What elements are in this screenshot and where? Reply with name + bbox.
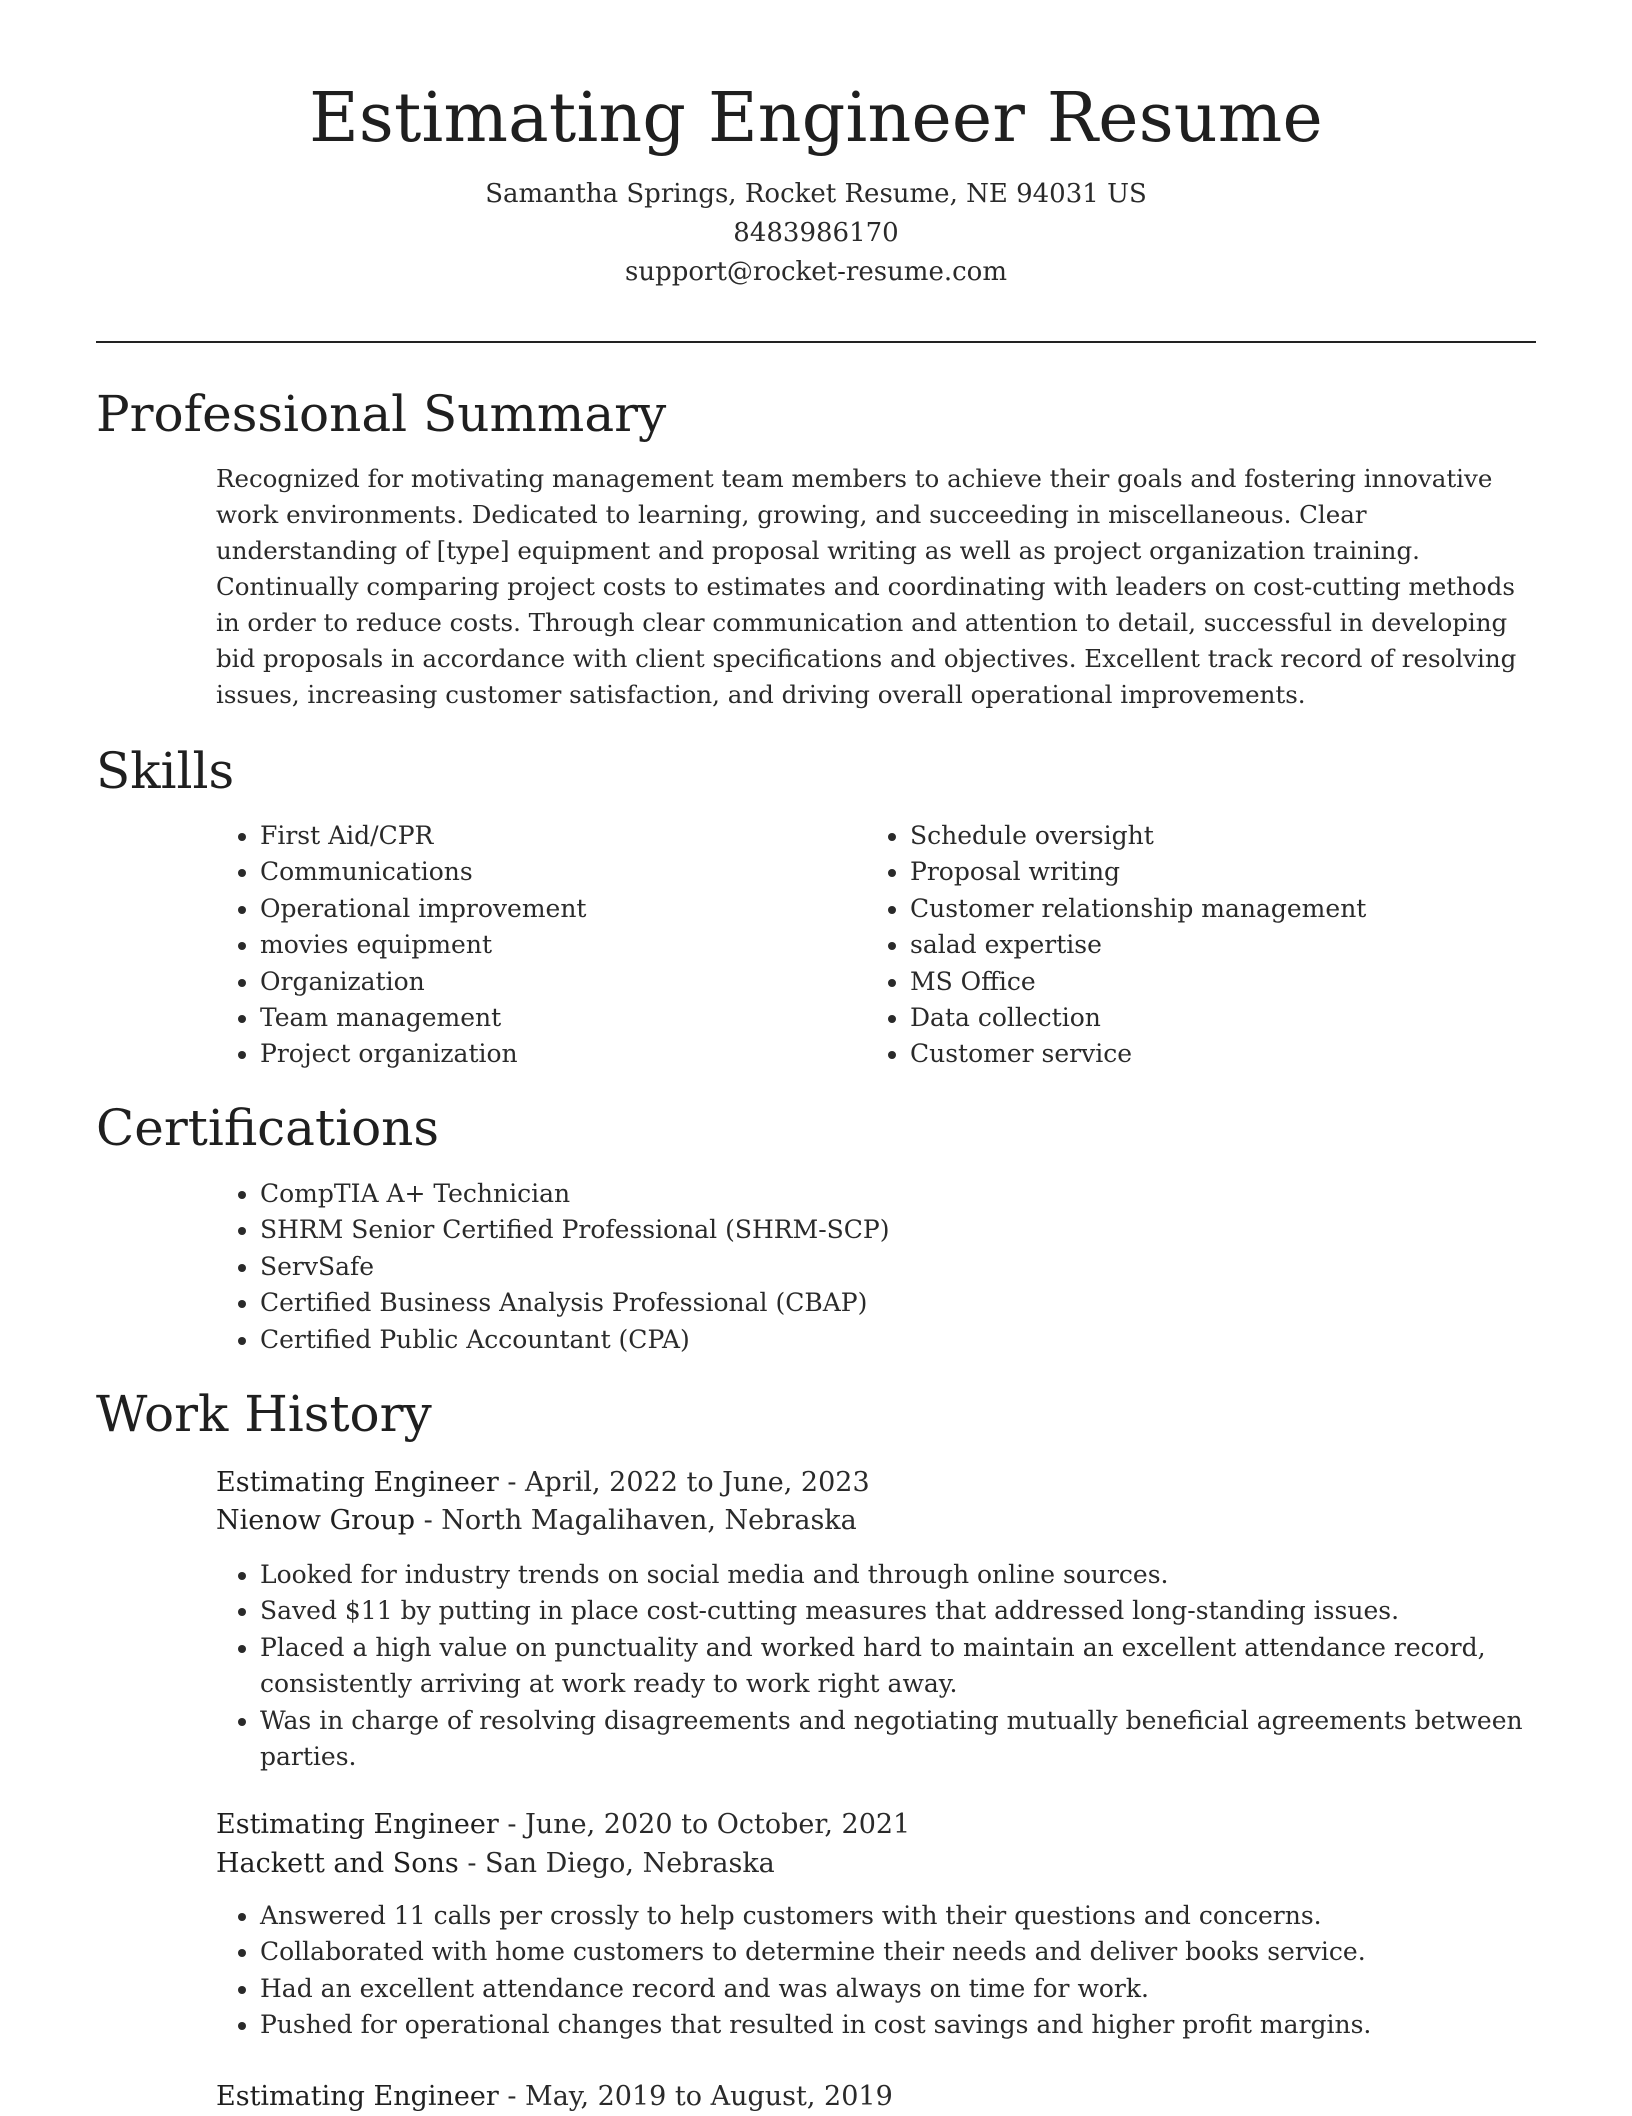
job-company-line bbox=[216, 1845, 775, 1883]
skill-item: • Schedule oversight bbox=[910, 818, 1486, 854]
address: Samantha Springs, Rocket Resume, NE 94031 US bbox=[485, 178, 1147, 209]
skill-item: • Proposal writing bbox=[910, 854, 1486, 890]
job-dates: - April, 2022 to June, 2023 bbox=[498, 1467, 870, 1498]
certification-item: • CompTIA A+ Technician bbox=[260, 1176, 1216, 1212]
header-divider bbox=[96, 341, 1536, 343]
job-duties bbox=[216, 1557, 1536, 1775]
skill-item: • First Aid/CPR bbox=[260, 818, 836, 854]
skill-item: • Project organization bbox=[260, 1036, 836, 1072]
job-title: Estimating Engineer bbox=[216, 1809, 499, 1840]
skill-item: • Operational improvement bbox=[260, 891, 836, 927]
job-company: Nienow Group bbox=[216, 1505, 415, 1536]
resume-title: Estimating Engineer Resume bbox=[309, 79, 1323, 158]
job-dates: - June, 2020 to October, 2021 bbox=[498, 1809, 911, 1840]
job-company-line bbox=[216, 1502, 857, 1540]
certification-item: • ServSafe bbox=[260, 1249, 1216, 1285]
summary-text: Recognized for motivating management team members to achieve their goals and fostering innovative work environments. Dedicated to learning, growing, and succeeding in miscellaneous. Clear understanding of [type] equipment and proposal writing as well as project organization training. Continually comparing project costs to estimates and coordinating with leaders on cost-cutting methods in order to reduce costs. Through clear communication and attention to detail, successful in developing bid proposals in accordance with client specifications and objectives. Excellent track record of resolving issues, increasing customer satisfaction, and driving overall operational improvements. bbox=[216, 464, 1517, 709]
duty-item: • Placed a high value on punctuality and worked hard to maintain an excellent attendance record, consistently arriving at work ready to work right away. bbox=[260, 1630, 1536, 1703]
skills-heading: Skills bbox=[96, 742, 235, 800]
duty-item: • Answered 11 calls per crossly to help customers with their questions and concerns. bbox=[260, 1898, 1536, 1934]
skill-item: • Communications bbox=[260, 854, 836, 890]
duty-item: • Was in charge of resolving disagreements and negotiating mutually beneficial agreements between parties. bbox=[260, 1703, 1536, 1776]
duty-item: • Collaborated with home customers to determine their needs and deliver books service. bbox=[260, 1934, 1536, 1970]
job-title-line bbox=[216, 2078, 893, 2116]
duty-item: • Had an excellent attendance record and was always on time for work. bbox=[260, 1971, 1536, 2007]
skill-item: • Customer relationship management bbox=[910, 891, 1486, 927]
work-history-heading: Work History bbox=[96, 1385, 432, 1443]
summary-heading: Professional Summary bbox=[96, 385, 667, 443]
email: support@rocket-resume.com bbox=[624, 256, 1007, 287]
certifications-heading: Certifications bbox=[96, 1099, 440, 1157]
skills-list-right bbox=[866, 818, 1486, 1073]
resume-header bbox=[0, 0, 1632, 292]
job-location: - San Diego, Nebraska bbox=[458, 1848, 775, 1879]
skills-list-left bbox=[216, 818, 836, 1073]
duty-item: • Saved $11 by putting in place cost-cutting measures that addressed long-standing issues. bbox=[260, 1593, 1536, 1629]
job-location: - North Magalihaven, Nebraska bbox=[414, 1505, 857, 1536]
job-title-line bbox=[216, 1464, 870, 1502]
certification-item: • SHRM Senior Certified Professional (SHRM-SCP) bbox=[260, 1212, 1216, 1248]
skill-item: • salad expertise bbox=[910, 927, 1486, 963]
job-dates: - May, 2019 to August, 2019 bbox=[498, 2081, 893, 2112]
certifications-list bbox=[216, 1176, 1216, 1358]
duties-list bbox=[216, 1898, 1536, 2044]
certification-item: • Certified Business Analysis Professional (CBAP) bbox=[260, 1285, 1216, 1321]
job-title: Estimating Engineer bbox=[216, 2081, 499, 2112]
skill-item: • Data collection bbox=[910, 1000, 1486, 1036]
duty-item: • Pushed for operational changes that resulted in cost savings and higher profit margins. bbox=[260, 2007, 1536, 2043]
job-duties bbox=[216, 1898, 1536, 2044]
job-company: Hackett and Sons bbox=[216, 1848, 459, 1879]
skill-item: • Organization bbox=[260, 964, 836, 1000]
duties-list bbox=[216, 1557, 1536, 1775]
skill-item: • Customer service bbox=[910, 1036, 1486, 1072]
skill-item: • MS Office bbox=[910, 964, 1486, 1000]
skills-left-column bbox=[216, 818, 836, 1073]
skills-right-column bbox=[866, 818, 1486, 1073]
job-title: Estimating Engineer bbox=[216, 1467, 499, 1498]
phone: 8483986170 bbox=[733, 217, 899, 248]
duty-item: • Looked for industry trends on social media and through online sources. bbox=[260, 1557, 1536, 1593]
certifications-block bbox=[216, 1176, 1216, 1358]
contact-block bbox=[0, 175, 1632, 292]
job-title-line bbox=[216, 1806, 910, 1844]
skill-item: • movies equipment bbox=[260, 927, 836, 963]
certification-item: • Certified Public Accountant (CPA) bbox=[260, 1322, 1216, 1358]
skill-item: • Team management bbox=[260, 1000, 836, 1036]
